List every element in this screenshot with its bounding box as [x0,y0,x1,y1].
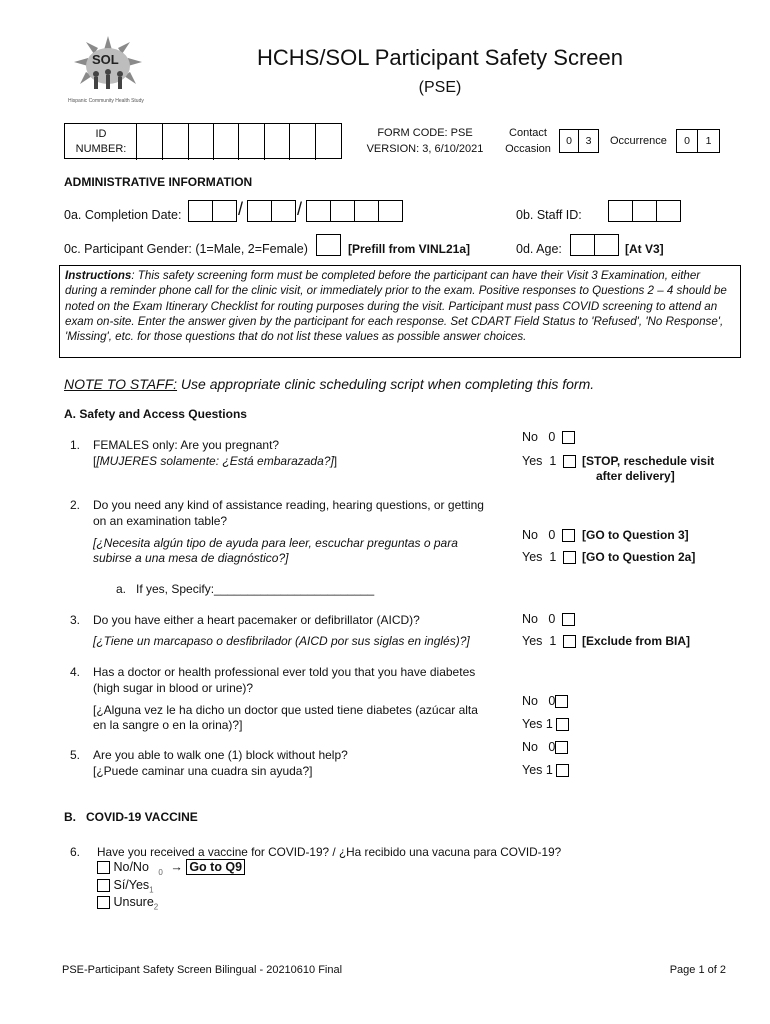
q1-no-checkbox[interactable] [562,431,575,444]
id-digit-3[interactable] [189,124,214,160]
date-month-2[interactable] [212,200,237,222]
id-digit-5[interactable] [239,124,265,160]
contact-line2: Occasion [505,143,551,155]
note-to-staff-text: Use appropriate clinic scheduling script when completing this form. [177,376,595,392]
q5-no-option[interactable] [522,740,568,754]
q2-no-option[interactable] [522,528,575,542]
q3-no-label: No 0 [522,612,556,626]
q2-yes-option[interactable] [522,550,576,564]
gender-label-text: 0c. Participant Gender: (1=Male, 2=Female [64,242,304,256]
q2-no-checkbox[interactable] [562,529,575,542]
staff-id-3[interactable] [656,200,681,222]
id-number-box [64,123,342,159]
q2-english-2: on an examination table? [93,514,228,528]
q5-number: 5. [70,748,81,762]
q2-no-label: No 0 [522,528,556,542]
q3-no-option[interactable] [522,612,575,626]
q6-no-option[interactable] [97,860,245,877]
q5-spanish: [¿Puede caminar una cuadra sin ayuda?] [93,764,313,778]
date-day-1[interactable] [247,200,272,222]
q6-no-checkbox[interactable] [97,861,110,874]
q6-arrow: → [170,860,183,874]
note-to-staff [64,376,594,392]
q1-number: 1. [70,438,81,452]
q4-no-label: No 0 [522,694,556,708]
q2-spanish-1-text: [¿Necesita algún tipo de ayuda para leer, escuchar preguntas o para [93,536,458,550]
age-field-1[interactable] [570,234,595,256]
q1-yes-note-2: after delivery] [596,469,675,483]
section-a-heading: A. Safety and Access Questions [64,407,247,421]
id-digit-4[interactable] [214,124,239,160]
q2-spanish-2 [93,550,288,566]
date-year-3[interactable] [354,200,379,222]
sun-logo-icon [62,34,154,108]
q1-no-option[interactable] [522,430,575,444]
q1-yes-note-1: [STOP, reschedule visit [582,454,715,468]
id-digit-7[interactable] [290,124,316,160]
age-field-2[interactable] [594,234,619,256]
q2-yes-checkbox[interactable] [563,551,576,564]
q4-number: 4. [70,665,81,679]
completion-date-label: 0a. Completion Date: [64,208,182,222]
date-separator-1: / [238,199,244,219]
contact-digit-1[interactable]: 0 [559,129,579,153]
date-year-1[interactable] [306,200,331,222]
page-title: HCHS/SOL Participant Safety Screen [256,45,623,70]
note-to-staff-label: NOTE TO STAFF: [64,376,178,392]
q6-number: 6. [70,845,81,859]
q2-number: 2. [70,498,81,512]
occurrence-digit-1[interactable]: 0 [676,129,698,153]
q1-yes-label: Yes 1 [522,454,557,468]
q3-spanish [93,633,470,649]
staff-id-2[interactable] [632,200,657,222]
q5-yes-checkbox[interactable] [556,764,569,777]
q4-english-2: (high sugar in blood or urine)? [93,681,254,695]
logo-tagline: Hispanic Community Health Study [68,98,144,104]
form-code-line1: FORM CODE: PSE [377,127,473,139]
q2-english-1: Do you need any kind of assistance reading, hearing questions, or getting [93,498,484,512]
instructions-box [59,265,741,358]
instructions-text: : This safety screening form must be completed before the participant can have their Visit 3 Examination, either during a reminder phone call for the clinic visit, or immediately prior to the exam. Positive responses to Questions 2 – 4 should be noted on the Exam Itinerary Checklist for routing purposes during the visit. Participant must pass COVID screening to attend an exam on-site. Enter the answer given by the participant for each response. Set CDART Field Status to 'Refused', 'No Response', 'Missing', etc. for those questions that do not list these values as possible answer choices. [65,269,727,344]
q5-yes-label: Yes 1 [522,763,553,777]
q4-spanish-2: en la sangre o en la orina)?] [93,718,243,732]
q3-yes-label: Yes 1 [522,634,557,648]
q3-yes-option[interactable] [522,634,576,648]
id-label-line2: NUMBER: [75,143,127,155]
q3-yes-note: [Exclude from BIA] [582,634,691,648]
q6-no-label: No/No [113,860,149,874]
gender-label-suffix: ) [303,242,308,256]
q6-yes-label: Sí/Yes [113,878,150,892]
id-digit-6[interactable] [265,124,290,160]
q2-no-note: [GO to Question 3] [582,528,689,542]
q6-no-code: 0 [158,867,163,877]
q5-yes-option[interactable] [522,763,569,777]
q6-goto: Go to Q9 [186,859,245,875]
q6-yes-checkbox[interactable] [97,879,110,892]
page-subtitle: (PSE) [418,79,462,96]
gender-note: [Prefill from VINL21a] [348,242,471,256]
q5-no-label: No 0 [522,740,556,754]
q2-yes-note: [GO to Question 2a] [582,550,696,564]
q3-number: 3. [70,613,81,627]
admin-heading: ADMINISTRATIVE INFORMATION [64,175,253,189]
q1-yes-checkbox[interactable] [563,455,576,468]
q6-text: Have you received a vaccine for COVID-19? / ¿Ha recibido una vacuna para COVID-19? [97,845,562,859]
q3-no-checkbox[interactable] [562,613,575,626]
date-year-2[interactable] [330,200,355,222]
form-code-line2: VERSION: 3, 6/10/2021 [366,143,484,155]
footer-left: PSE-Participant Safety Screen Bilingual - 20210610 Final [62,964,343,976]
q4-yes-checkbox[interactable] [556,718,569,731]
q4-no-option[interactable] [522,694,568,708]
staff-id-label: 0b. Staff ID: [516,208,582,222]
gender-label [64,242,308,256]
id-digit-1[interactable] [137,124,163,160]
q6-yes-code: 1 [149,885,154,895]
q3-spanish-text: [¿Tiene un marcapaso o desfibrilador (AICD por sus siglas en inglés)?] [93,634,470,648]
sol-logo [62,34,154,108]
q5-no-checkbox[interactable] [555,741,568,754]
id-label-line1: ID [95,128,107,140]
date-month-1[interactable] [188,200,213,222]
logo-text: SOL [92,52,119,67]
occurrence-label: Occurrence [610,135,667,147]
date-day-2[interactable] [271,200,296,222]
q2a-specify[interactable]: a. If yes, Specify:________________________ [116,582,375,596]
gender-field[interactable] [316,234,341,256]
contact-line1: Contact [509,127,547,139]
q6-unsure-code: 2 [153,902,159,912]
q2-spanish-1 [93,535,458,551]
date-separator-2: / [297,199,303,219]
q1-spanish: [[MUJERES solamente: ¿Está embarazada?]] [93,454,338,468]
footer-right: Page 1 of 2 [669,964,726,976]
section-b-heading: B. COVID-19 VACCINE [64,810,198,824]
q4-no-checkbox[interactable] [555,695,568,708]
q4-yes-label: Yes 1 [522,717,553,731]
id-digit-2[interactable] [163,124,189,160]
q6-unsure-label: Unsure [113,895,154,909]
q1-yes-option[interactable] [522,454,576,468]
q2-spanish-2-text: subirse a una mesa de diagnóstico?] [93,551,289,565]
q4-english-1: Has a doctor or health professional ever told you that you have diabetes [93,665,476,679]
q2-yes-label: Yes 1 [522,550,557,564]
occurrence-digit-2[interactable]: 1 [698,129,720,153]
q1-spanish-text: [MUJERES solamente: ¿Está embarazada?] [96,454,334,468]
instructions-label: Instructions [65,269,132,282]
age-label: 0d. Age: [516,242,562,256]
age-note: [At V3] [625,242,664,256]
date-year-4[interactable] [378,200,403,222]
q3-english: Do you have either a heart pacemaker or defibrillator (AICD)? [93,613,420,627]
q1-english: FEMALES only: Are you pregnant? [93,438,280,452]
q5-english: Are you able to walk one (1) block without help? [93,748,348,762]
q3-yes-checkbox[interactable] [563,635,576,648]
contact-digit-2[interactable]: 3 [579,129,599,153]
q6-unsure-checkbox[interactable] [97,896,110,909]
q4-yes-option[interactable] [522,717,569,731]
q6-yes-option[interactable] [97,878,154,895]
staff-id-1[interactable] [608,200,633,222]
q1-no-label: No 0 [522,430,556,444]
q4-spanish-1: [¿Alguna vez le ha dicho un doctor que usted tiene diabetes (azúcar alta [93,703,478,717]
q6-unsure-option[interactable] [97,895,158,912]
